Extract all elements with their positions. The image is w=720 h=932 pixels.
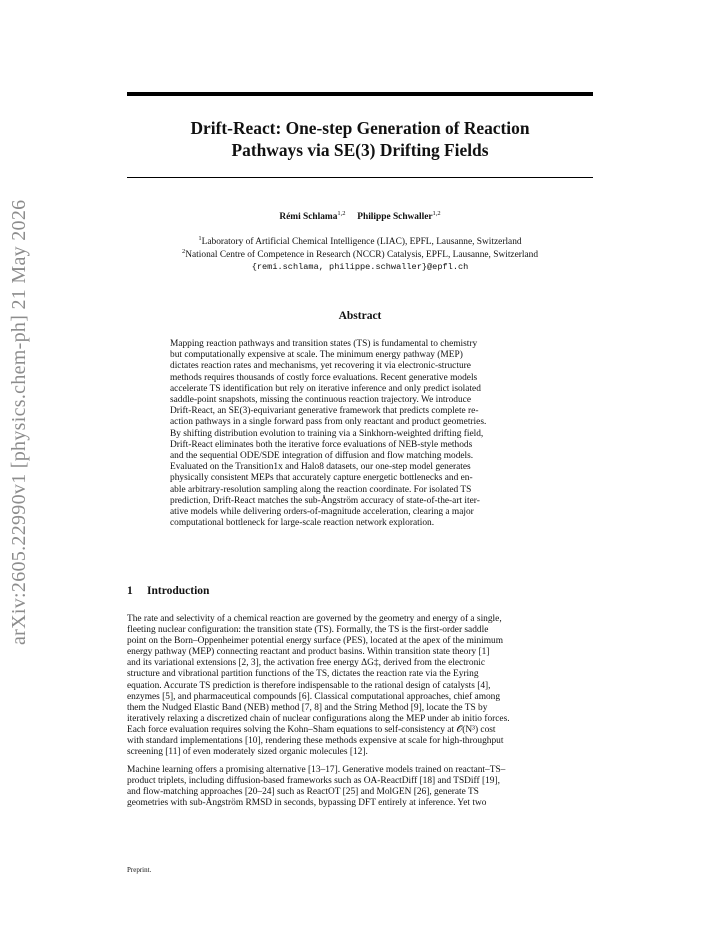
abstract-line: ative models while delivering orders-of-magnitude acceleration, clearing a major — [170, 507, 474, 518]
body-line: with standard implementations [10], rendering these methods expensive at scale for high-throughput — [127, 736, 504, 747]
body-line: fleeting nuclear configuration: the transition state (TS). Formally, the TS is the first-order saddle — [127, 625, 489, 636]
paragraph — [127, 614, 593, 758]
abstract-line: and the sequential ODE/SDE integration of diffusion and flow matching models. — [170, 451, 474, 462]
abstract-line: physically consistent MEPs that accurately capture energetic bottlenecks and en- — [170, 473, 473, 484]
abstract-heading: Abstract — [338, 310, 382, 322]
affiliation-text: National Centre of Competence in Research (NCCR) Catalysis, EPFL, Lausanne, Switzerland — [185, 250, 539, 261]
abstract-line: prediction, Drift-React matches the sub-Ångström accuracy of state-of-the-art iter- — [170, 495, 480, 506]
author-name: Philippe Schwaller — [357, 212, 433, 223]
body-line: structure and vibrational partition functions of the TS, dictates the reaction rate via the Eyring — [127, 669, 479, 680]
title-rule-top — [127, 92, 593, 96]
body-line: and its variational extensions [2, 3], the activation free energy ΔG‡, derived from the electronic — [127, 658, 486, 669]
body-line: them the Nudged Elastic Band (NEB) method [7, 8] and the String Method [9], locate the TS by — [127, 702, 488, 713]
body-line: energy pathway (MEP) connecting reactant and product basins. Within transition state theory [1] — [127, 647, 490, 658]
abstract-line: accelerate TS identification but rely on iterative inference and only predict isolated — [170, 383, 481, 394]
abstract-line: computational bottleneck for large-scale reaction network exploration. — [170, 518, 435, 529]
body-line: product triplets, including diffusion-based frameworks such as OA-ReactDiff [18] and TSDiff [19], — [127, 776, 500, 787]
section-heading — [127, 585, 209, 597]
author-list — [127, 210, 593, 222]
footer-note: Preprint. — [127, 866, 152, 874]
abstract-line: Mapping reaction pathways and transition states (TS) is fundamental to chemistry — [170, 339, 478, 349]
abstract-line: but computationally expensive at scale. The minimum energy pathway (MEP) — [170, 350, 463, 361]
affiliation-text: Laboratory of Artificial Chemical Intelligence (LIAC), EPFL, Lausanne, Switzerland — [201, 237, 522, 248]
section-title: Introduction — [147, 585, 210, 597]
author-name: Rémi Schlama — [279, 212, 338, 223]
title-line-1: Drift-React: One-step Generation of Reaction — [190, 118, 530, 138]
body-line: Each force evaluation requires solving the Kohn–Sham equations to self-consistency at 𝒪(N³) cost — [127, 724, 496, 735]
abstract-line: able arbitrary-resolution sampling along the reaction coordinate. For isolated TS — [170, 484, 472, 495]
title-line-2: Pathways via SE(3) Drifting Fields — [231, 140, 489, 160]
author-affil-sup: 1,2 — [337, 210, 346, 217]
abstract-line: By shifting distribution evolution to training via a Sinkhorn-weighted drifting field, — [170, 428, 484, 439]
body-line: and flow-matching approaches [20–24] such as ReactOT [25] and MolGEN [26], generate TS — [127, 787, 479, 798]
body-line: Machine learning offers a promising alternative [13–17]. Generative models trained on reactant–TS– — [127, 765, 506, 775]
body-line: iteratively relaxing a discretized chain of nuclear configurations along the MEP under ab initio forces. — [127, 713, 510, 724]
affiliation-sup: 1 — [198, 235, 202, 242]
paper-title — [127, 117, 593, 161]
title-rule-bottom — [127, 177, 593, 178]
paragraph — [127, 765, 593, 809]
affiliation-sup: 2 — [181, 248, 186, 255]
section-number: 1 — [127, 585, 133, 597]
abstract-line: methods requires thousands of costly force evaluations. Recent generative models — [170, 372, 478, 383]
abstract-line: Drift-React eliminates both the iterative force evaluations of NEB-style methods — [170, 439, 473, 450]
arxiv-side-label: arXiv:2605.22990v1 [physics.chem-ph] 21 May 2026 — [8, 199, 30, 645]
abstract-line: dictates reaction rates and mechanisms, yet recovering it via electronic-structure — [170, 361, 471, 372]
body-line: screening [11] of even moderately sized organic molecules [12]. — [127, 747, 368, 758]
abstract-line: Drift-React, an SE(3)-equivariant generative framework that predicts complete re- — [170, 406, 479, 417]
author-affil-sup: 1,2 — [432, 210, 441, 217]
abstract-line: action pathways in a single forward pass from only reactant and product geometries. — [170, 417, 487, 428]
body-line: equation. Accurate TS prediction is therefore indispensable to the rational design of catalysts [4], — [127, 680, 491, 691]
abstract-line: saddle-point snapshots, missing the continuous reaction trajectory. We introduce — [170, 395, 472, 406]
abstract-body — [170, 339, 550, 529]
abstract-line: Evaluated on the Transition1x and Halo8 datasets, our one-step model generates — [170, 462, 471, 473]
body-line: point on the Born–Oppenheimer potential energy surface (PES), located at the apex of the minimum — [127, 636, 504, 647]
author-emails: {remi.schlama, philippe.schwaller}@epfl.ch — [251, 262, 469, 272]
affiliation — [127, 246, 593, 261]
body-line: geometries with sub-Ångström RMSD in seconds, bypassing DFT entirely at inference. Yet two — [127, 798, 487, 809]
body-line: The rate and selectivity of a chemical reaction are governed by the geometry and energy of a single, — [127, 614, 502, 624]
body-line: enzymes [5], and pharmaceutical compounds [6]. Classical computational approaches, chief among — [127, 691, 501, 702]
